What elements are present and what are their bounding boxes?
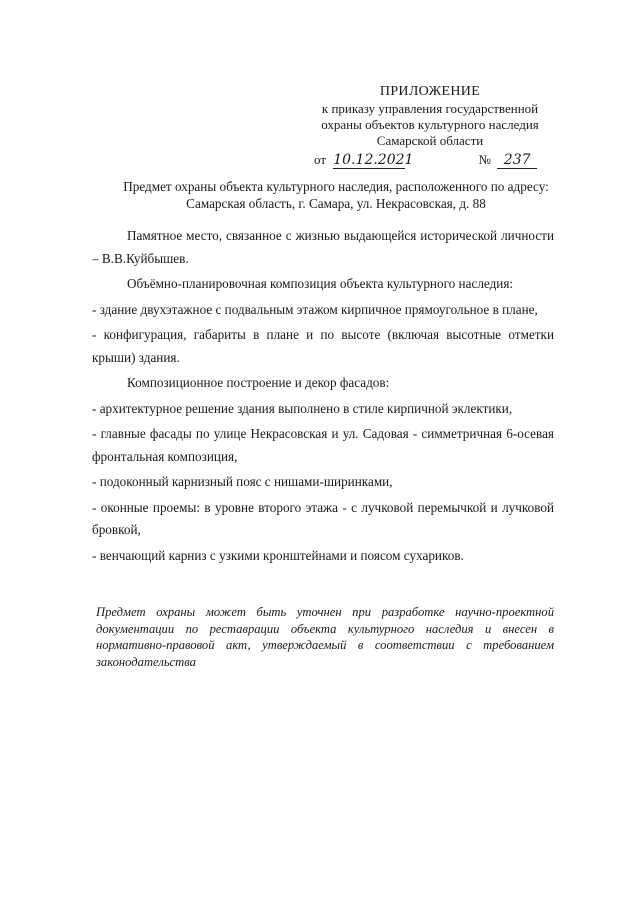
protection-subject-body <box>92 225 554 567</box>
order-number-handwritten: 237 <box>497 152 537 169</box>
clarification-note: Предмет охраны может быть уточнен при разработке научно-проектной документации по реставрации объекта культурного наследия и внесен в нормативно-правовой акт, утверждаемый в соответствии с требованием законодательства <box>96 605 554 669</box>
appendix-line-2: охраны объектов культурного наследия <box>321 117 539 132</box>
subject-line-2: Самарская область, г. Самара, ул. Некрасовская, д. 88 <box>186 196 486 211</box>
list-item-crowning-cornice: - венчающий карниз с узкими кронштейнами и поясом сухариков. <box>92 547 464 563</box>
appendix-line-1: к приказу управления государственной <box>321 101 539 116</box>
appendix-title: ПРИЛОЖЕНИЕ <box>379 84 481 99</box>
order-date-row <box>300 152 560 169</box>
paragraph-volume-heading: Объёмно-планировочная композиция объекта культурного наследия: <box>127 276 514 291</box>
list-item-main-facades: - главные фасады по улице Некрасовская и ул. Садовая - симметричная 6-осевая фронтальная композиция, <box>92 426 554 464</box>
subject-heading <box>76 178 596 212</box>
subject-line-1: Предмет охраны объекта культурного наследия, расположенного по адресу: <box>123 179 549 194</box>
list-item-building: - здание двухэтажное с подвальным этажом кирпичное прямоугольное в плане, <box>92 301 538 317</box>
appendix-line-3: Самарской области <box>376 133 484 148</box>
list-item-cornice-belt: - подоконный карнизный пояс с нишами-ширинками, <box>92 474 393 489</box>
number-label: № <box>478 152 491 167</box>
paragraph-memorial: Памятное место, связанное с жизнью выдающейся исторической личности – В.В.Куйбышев. <box>92 228 554 266</box>
appendix-header <box>300 84 560 169</box>
paragraph-facades-heading: Композиционное построение и декор фасадов: <box>127 375 390 390</box>
order-date-handwritten: 10.12.2021 <box>333 152 414 168</box>
date-prefix: от <box>314 152 327 167</box>
list-item-window-openings: - оконные проемы: в уровне второго этажа - с лучковой перемычкой и лучковой бровкой, <box>92 499 554 537</box>
list-item-configuration: - конфигурация, габариты в плане и по высоте (включая высотные отметки крыши) здания. <box>92 327 554 365</box>
list-item-style: - архитектурное решение здания выполнено в стиле кирпичной эклектики, <box>92 400 513 416</box>
